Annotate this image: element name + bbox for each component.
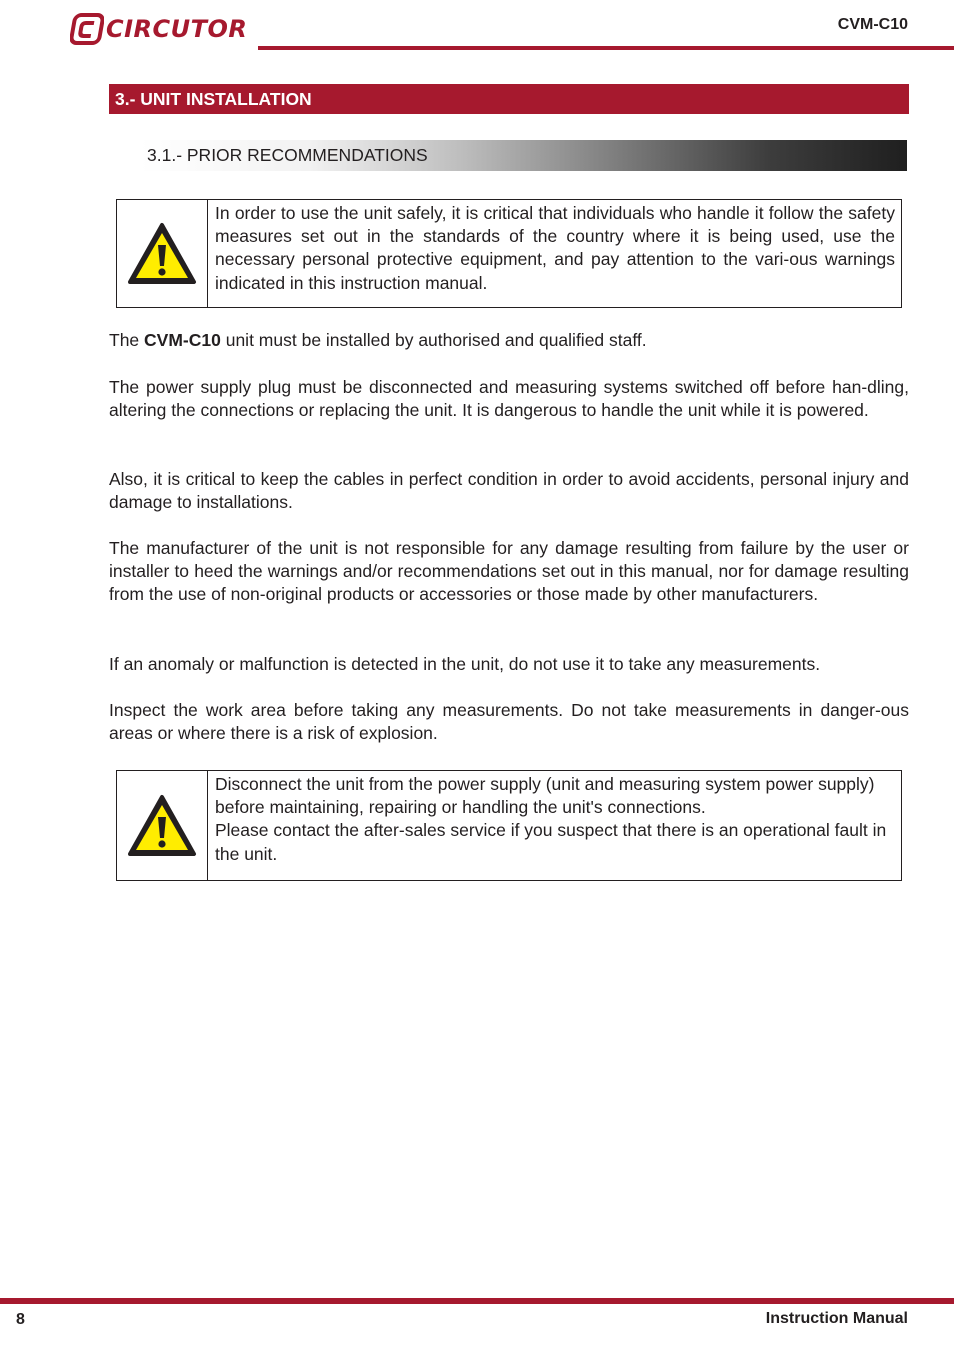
footer-rule xyxy=(0,1298,954,1304)
warning-line: Disconnect the unit from the power supply (unit and measuring system power supply) before maintaining, repairing or handling the unit's connections. xyxy=(215,774,875,818)
paragraph-cables: Also, it is critical to keep the cables in perfect condition in order to avoid accidents, personal injury and damage to installations. xyxy=(109,469,909,513)
warning-line: Please contact the after-sales service if you suspect that there is an operational fault in the unit. xyxy=(215,820,887,864)
paragraph-suffix: unit must be installed by authorised and qualified staff. xyxy=(220,330,647,350)
paragraph-manufacturer: The manufacturer of the unit is not responsible for any damage resulting from failure by the user or installer to heed the warnings and/or recommendations set out in this manual, nor for damage resulting from the use of non-original products or accessories or those made by other manufacturers. xyxy=(109,538,909,605)
warning-text xyxy=(208,771,901,880)
footer-title: Instruction Manual xyxy=(765,1310,908,1327)
brand-name: CIRCUTOR xyxy=(106,15,248,43)
warning-triangle-icon xyxy=(127,222,197,286)
header-model: CVM-C10 xyxy=(837,16,908,33)
paragraph-power-supply: The power supply plug must be disconnected and measuring systems switched off before han-dling, altering the connections or replacing the unit. It is dangerous to handle the unit while it is powered. xyxy=(109,377,909,421)
circutor-logo xyxy=(70,12,250,46)
header-rule xyxy=(258,46,954,50)
warning-triangle-icon xyxy=(127,794,197,858)
page-number: 8 xyxy=(16,1311,25,1328)
safety-warning-box xyxy=(116,199,902,308)
section-title: 3.- UNIT INSTALLATION xyxy=(109,84,909,114)
circutor-logo-mark-icon xyxy=(70,12,104,46)
paragraph-work-area: Inspect the work area before taking any measurements. Do not take measurements in danger-ous areas or where there is a risk of explosion. xyxy=(109,700,909,744)
paragraph-prefix: The xyxy=(109,330,145,350)
disconnect-warning-box xyxy=(116,770,902,881)
warning-icon-cell xyxy=(117,771,208,880)
warning-line: In order to use the unit safely, it is critical that individuals who handle it follow the safety measures set out in the standards of the country where it is being used, use the necessary personal protective equipment, and pay attention to the vari-ous warnings indicated in this instruction manual. xyxy=(215,203,895,293)
warning-icon-cell xyxy=(117,200,208,307)
subsection-title: 3.1.- PRIOR RECOMMENDATIONS xyxy=(140,140,907,171)
paragraph-installation-staff xyxy=(109,329,909,352)
paragraph-anomaly: If an anomaly or malfunction is detected in the unit, do not use it to take any measurements. xyxy=(109,654,821,674)
model-name: CVM-C10 xyxy=(144,330,221,350)
warning-text xyxy=(208,200,901,307)
